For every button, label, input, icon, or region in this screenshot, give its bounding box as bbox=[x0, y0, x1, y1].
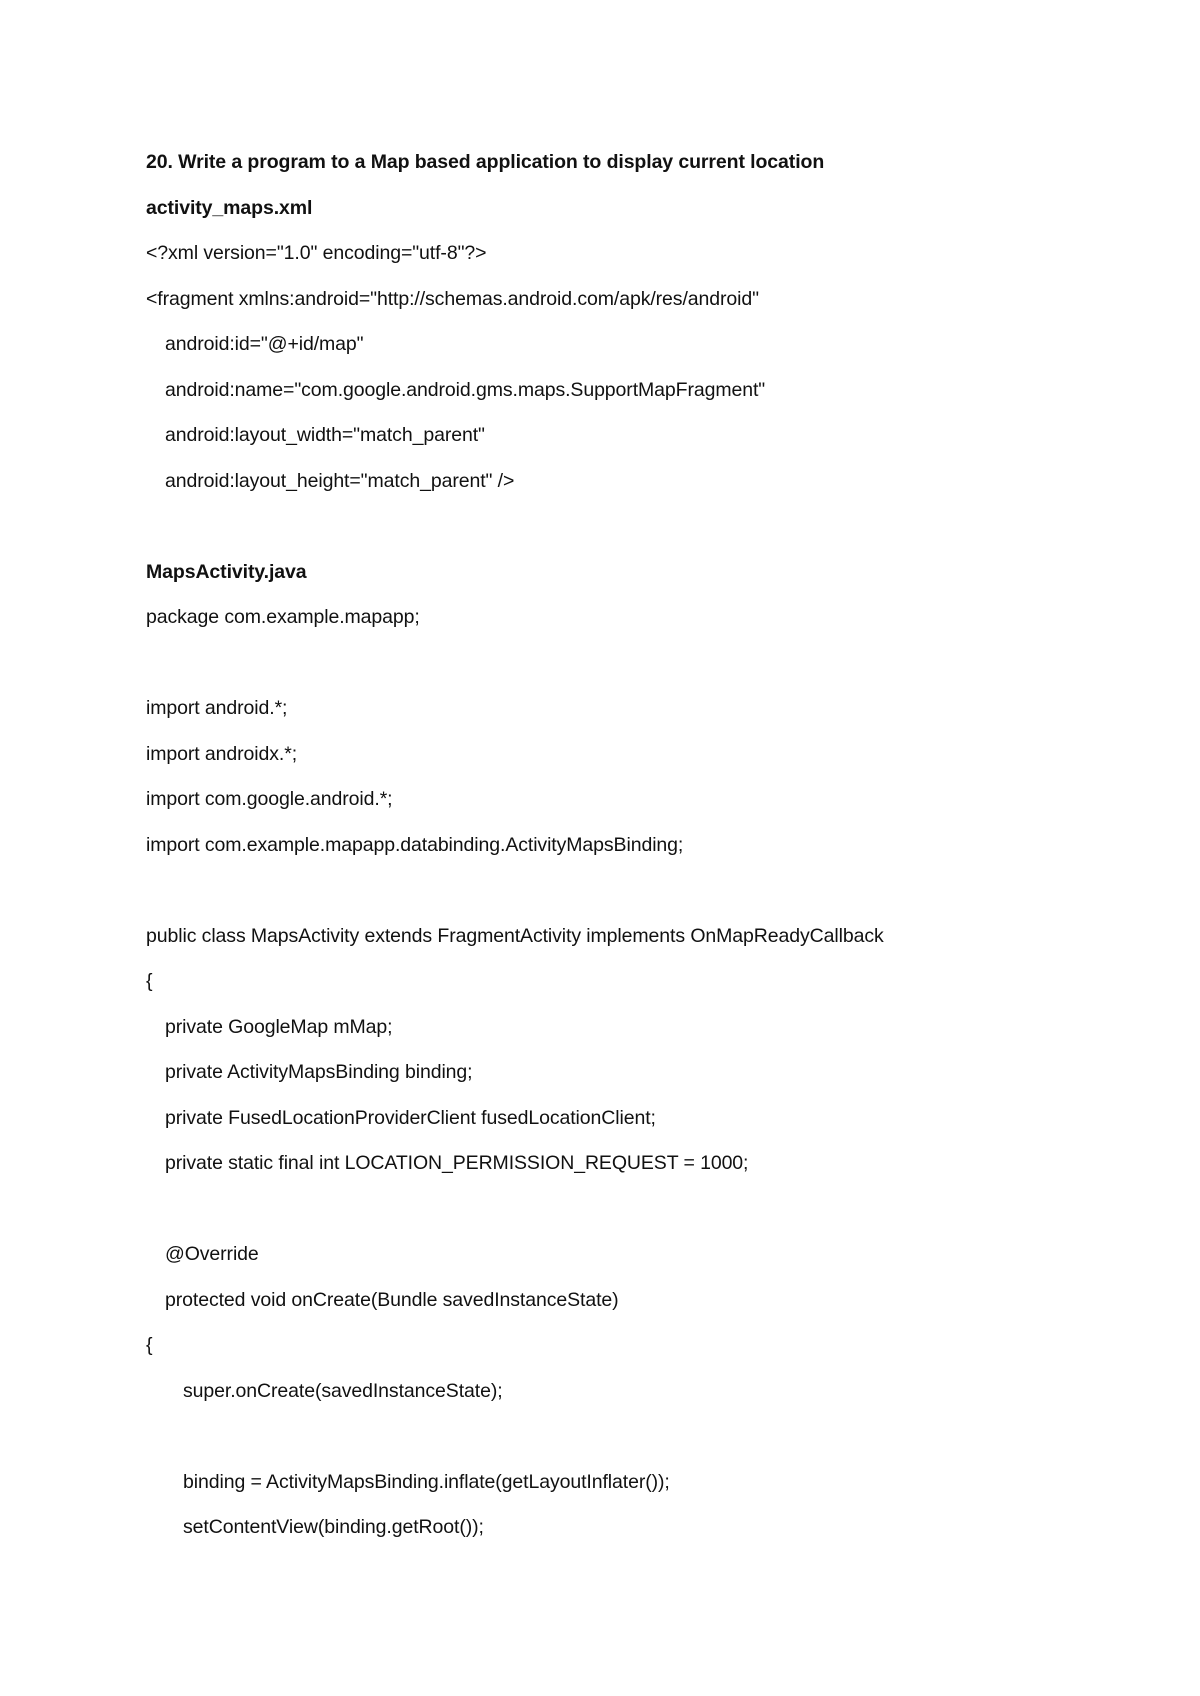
code-line: import androidx.*; bbox=[146, 742, 298, 765]
question-heading: 20. Write a program to a Map based application to display current location bbox=[146, 151, 825, 173]
code-line: import com.example.mapapp.databinding.ActivityMapsBinding; bbox=[146, 833, 684, 856]
code-line: android:layout_height="match_parent" /> bbox=[165, 469, 515, 492]
code-line: protected void onCreate(Bundle savedInstanceState) bbox=[165, 1288, 619, 1311]
code-line: android:name="com.google.android.gms.maps.SupportMapFragment" bbox=[165, 378, 766, 401]
blank-line bbox=[146, 504, 1146, 550]
code-line: import android.*; bbox=[146, 697, 288, 719]
code-line: setContentView(binding.getRoot()); bbox=[183, 1516, 484, 1538]
code-line: super.onCreate(savedInstanceState); bbox=[183, 1379, 503, 1402]
document-body bbox=[146, 140, 1146, 1551]
blank-line bbox=[146, 868, 1146, 914]
code-line: private ActivityMapsBinding binding; bbox=[165, 1061, 473, 1083]
blank-line bbox=[146, 1414, 1146, 1460]
blank-line bbox=[146, 1187, 1146, 1233]
code-line: private GoogleMap mMap; bbox=[165, 1015, 393, 1038]
code-line: package com.example.mapapp; bbox=[146, 606, 420, 628]
code-line: private static final int LOCATION_PERMISSION_REQUEST = 1000; bbox=[165, 1152, 749, 1174]
code-line: android:layout_width="match_parent" bbox=[165, 424, 485, 446]
code-line: private FusedLocationProviderClient fusedLocationClient; bbox=[165, 1106, 656, 1129]
file-name-heading: MapsActivity.java bbox=[146, 560, 307, 583]
code-line: <fragment xmlns:android="http://schemas.android.com/apk/res/android" bbox=[146, 287, 759, 310]
code-line: binding = ActivityMapsBinding.inflate(getLayoutInflater()); bbox=[183, 1470, 670, 1493]
blank-line bbox=[146, 641, 1146, 687]
code-line: { bbox=[146, 1334, 153, 1356]
code-line: @Override bbox=[165, 1243, 259, 1265]
code-line: android:id="@+id/map" bbox=[165, 333, 364, 355]
code-line: <?xml version="1.0" encoding="utf-8"?> bbox=[146, 242, 487, 264]
file-name-heading: activity_maps.xml bbox=[146, 196, 313, 219]
code-line: public class MapsActivity extends FragmentActivity implements OnMapReadyCallback bbox=[146, 924, 884, 947]
code-line: import com.google.android.*; bbox=[146, 788, 393, 810]
code-line: { bbox=[146, 970, 153, 992]
